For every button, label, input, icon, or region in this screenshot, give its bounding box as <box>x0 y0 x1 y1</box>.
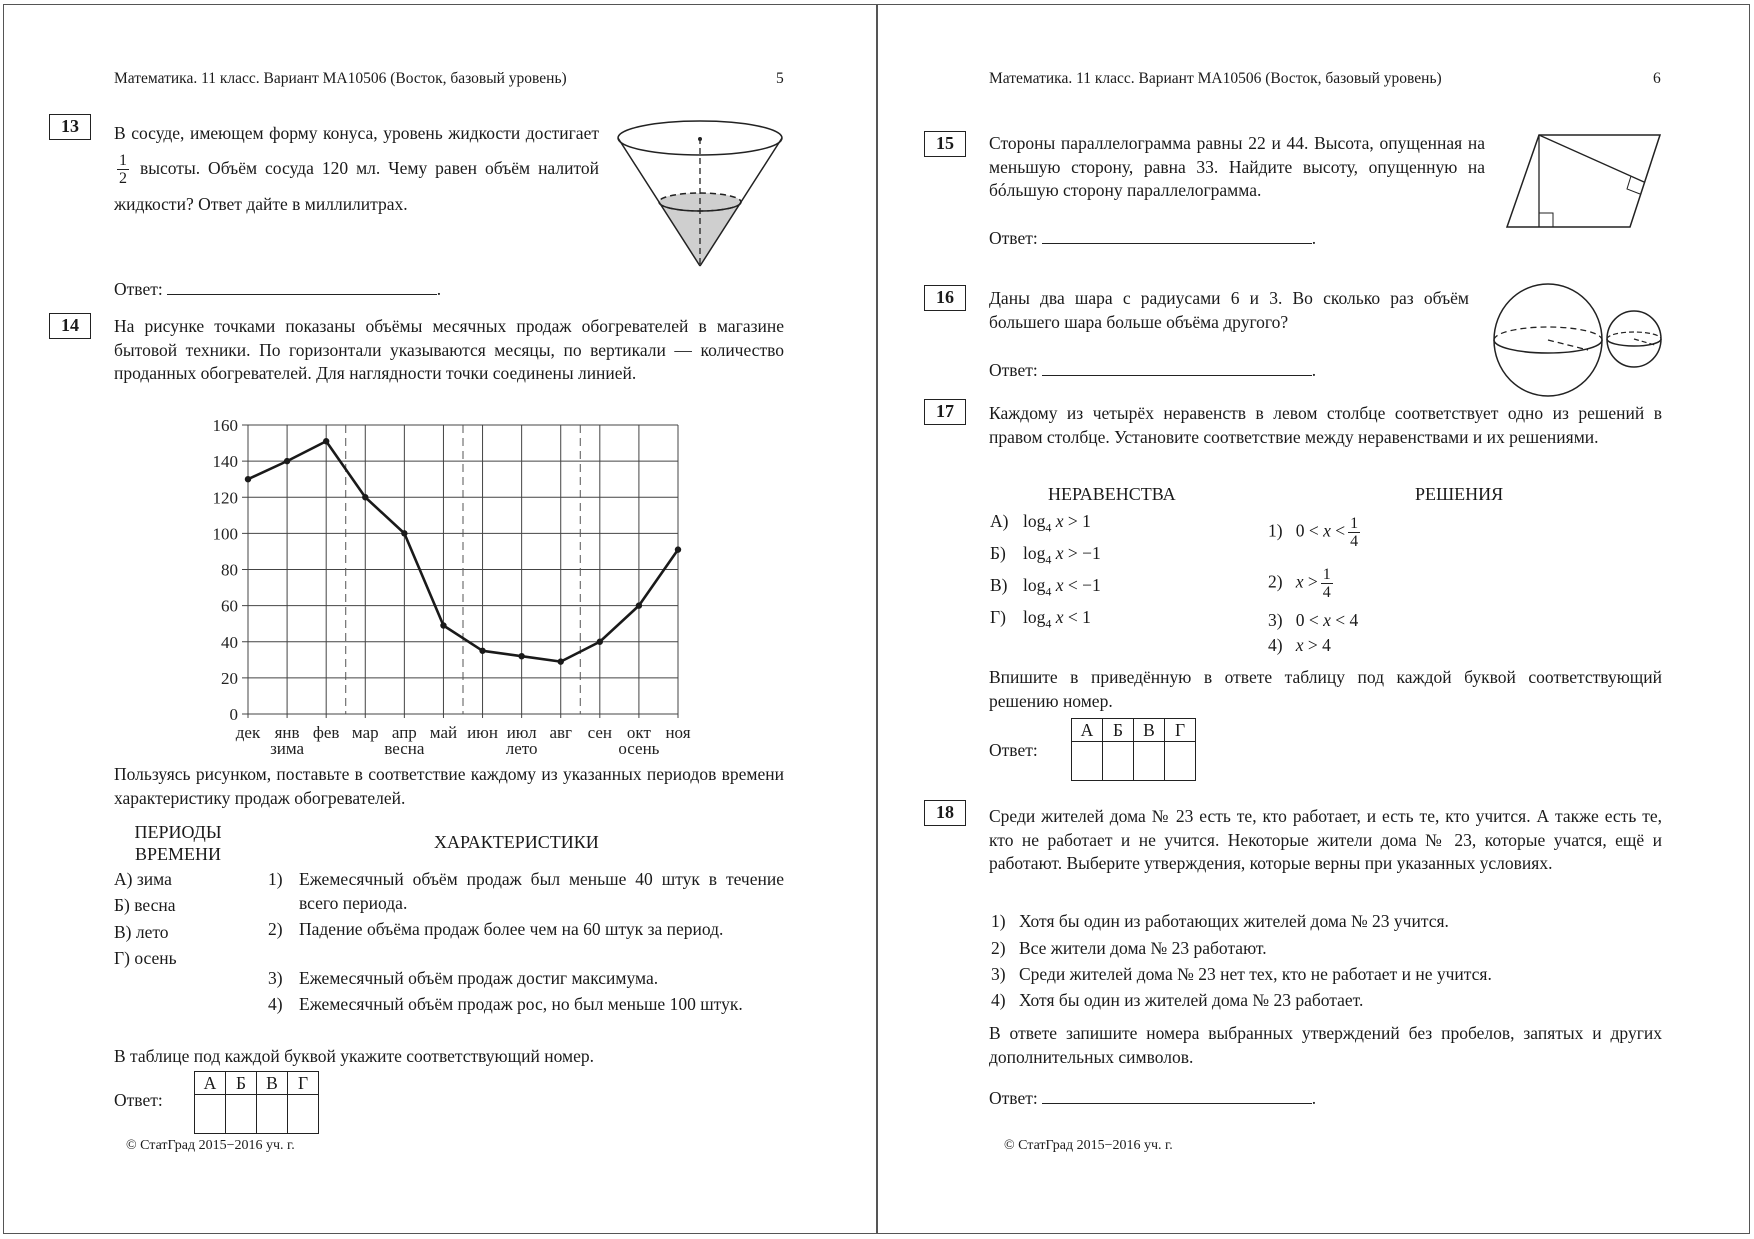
fraction-one-quarter <box>1348 515 1360 550</box>
large-equator-back <box>1494 327 1602 340</box>
solution-3 <box>1268 609 1358 633</box>
col-a: А <box>1072 719 1103 742</box>
inequality-relation: < −1 <box>1063 575 1101 595</box>
solution-number: 2) <box>1268 571 1283 592</box>
question-16-text: Даны два шара с радиусами 6 и 3. Во сколько раз объём большего шара больше объёма другого? <box>989 288 1469 332</box>
period-item <box>114 921 169 945</box>
col-a: А <box>195 1072 226 1095</box>
answer-line[interactable] <box>1042 1087 1312 1104</box>
inequalities-heading: НЕРАВЕНСТВА <box>1048 484 1176 504</box>
solution-var: x <box>1295 571 1304 592</box>
solution-number: 4) <box>1268 635 1283 655</box>
characteristic-number: 2) <box>268 919 283 939</box>
q13-text-after: высоты. Объём сосуда 120 мл. Чему равен объём налитой жидкости? Ответ дайте в миллилитрах. <box>114 158 599 215</box>
data-point <box>362 494 368 500</box>
question-17-text: Каждому из четырёх неравенств в левом столбце соответствует одно из решений в правом столбце. Установите соответствие между неравенствами и их решениями. <box>989 403 1662 447</box>
inequality-item <box>990 510 1091 540</box>
answer-label: Ответ: <box>989 1088 1038 1108</box>
data-point <box>284 458 290 464</box>
fraction-numerator: 1 <box>1322 566 1331 583</box>
answer-cell[interactable] <box>1165 742 1196 781</box>
statement-text: Среди жителей дома № 23 нет тех, кто не работает и не учится. <box>1019 964 1492 984</box>
inequality-item <box>990 542 1101 572</box>
period-text: осень <box>134 948 177 968</box>
answer-cell[interactable] <box>226 1095 257 1134</box>
solution-expr-part: 0 < <box>1295 610 1324 630</box>
sales-chart <box>200 410 720 760</box>
data-point <box>440 622 446 628</box>
answer-table-14[interactable] <box>194 1071 319 1134</box>
data-point <box>401 530 407 536</box>
statement-number: 1) <box>991 911 1006 931</box>
answer-field-13[interactable] <box>114 278 441 300</box>
fraction-denominator: 2 <box>119 170 127 188</box>
answer-label-14: Ответ: <box>114 1090 163 1110</box>
fraction-one-quarter <box>1321 566 1333 601</box>
answer-end: . <box>1311 360 1317 380</box>
log-function: log <box>1023 543 1046 563</box>
characteristic-text: Ежемесячный объём продаж был меньше 40 штук в течение всего периода. <box>299 869 784 913</box>
fraction-denominator: 4 <box>1350 533 1359 550</box>
characteristic-text: Падение объёма продаж более чем на 60 штук за период. <box>299 919 724 939</box>
question-15-text: Стороны параллелограмма равны 22 и 44. Высота, опущенная на меньшую сторону, равна 33. Найдите высоту, опущенную на бóльшую сторону параллелограмма. <box>989 133 1485 200</box>
inequality-letter: Б) <box>990 543 1006 563</box>
answer-cell[interactable] <box>1134 742 1165 781</box>
solution-expr-part: > 4 <box>1303 635 1331 655</box>
y-tick-label: 140 <box>212 452 238 472</box>
characteristic-number: 4) <box>268 994 283 1014</box>
answer-label-17: Ответ: <box>989 740 1038 760</box>
characteristics-heading: ХАРАКТЕРИСТИКИ <box>434 832 599 852</box>
solution-2 <box>1268 566 1336 601</box>
small-radius <box>1634 339 1655 345</box>
periods-heading-line1: ПЕРИОДЫ <box>134 822 222 842</box>
solution-1 <box>1268 515 1363 550</box>
answer-label: Ответ: <box>989 228 1038 248</box>
parallelogram-figure <box>1500 130 1670 235</box>
right-angle-mark <box>1539 213 1553 227</box>
y-tick-label: 160 <box>212 416 238 435</box>
data-point <box>558 658 564 664</box>
solution-expr-part: > <box>1303 571 1318 592</box>
y-tick-label: 20 <box>221 668 238 688</box>
solution-var: x <box>1323 610 1331 630</box>
col-v: В <box>1134 719 1165 742</box>
season-label: лето <box>505 739 538 758</box>
inequality-var: x <box>1055 575 1064 595</box>
answer-label: Ответ: <box>989 360 1038 380</box>
answer-label: Ответ: <box>114 279 163 299</box>
large-equator-front <box>1494 340 1602 353</box>
answer-field-15[interactable] <box>989 227 1316 249</box>
y-tick-label: 120 <box>212 488 238 508</box>
question-13-text <box>114 116 599 222</box>
page-header: Математика. 11 класс. Вариант МА10506 (Восток, базовый уровень) <box>989 70 1442 87</box>
inequality-relation: > −1 <box>1063 543 1101 563</box>
periods-heading <box>118 821 238 865</box>
inequality-var: x <box>1055 543 1064 563</box>
question-14-instruction: Пользуясь рисунком, поставьте в соответствие каждому из указанных периодов времени характеристику продаж обогревателей. <box>114 764 784 808</box>
statement-text: Хотя бы один из жителей дома № 23 работает. <box>1019 990 1364 1010</box>
fraction-denominator: 4 <box>1322 584 1331 601</box>
fraction-one-half <box>117 152 129 187</box>
y-tick-label: 60 <box>221 596 238 616</box>
period-item <box>114 894 176 918</box>
statement-number: 2) <box>991 938 1006 958</box>
season-label: осень <box>618 739 660 758</box>
page-header: Математика. 11 класс. Вариант МА10506 (Восток, базовый уровень) <box>114 70 567 87</box>
period-letter: Б) <box>114 895 130 915</box>
answer-table-17[interactable] <box>1071 718 1196 781</box>
table-instruction: В таблице под каждой буквой укажите соответствующий номер. <box>114 1046 594 1066</box>
x-tick-label: июн <box>467 723 498 742</box>
question-number-15: 15 <box>924 131 966 157</box>
answer-field-18[interactable] <box>989 1087 1316 1109</box>
x-tick-label: апр <box>391 723 417 742</box>
log-function: log <box>1023 575 1046 595</box>
question-number-13: 13 <box>49 114 91 140</box>
period-letter: А) <box>114 869 133 889</box>
question-18-instruction: В ответе запишите номера выбранных утверждений без пробелов, запятых и других дополнительных символов. <box>989 1023 1662 1067</box>
characteristic-number: 3) <box>268 968 283 988</box>
y-tick-label: 0 <box>229 705 238 724</box>
answer-cell[interactable] <box>195 1095 226 1134</box>
fraction-numerator: 1 <box>119 152 127 170</box>
log-function: log <box>1023 511 1046 531</box>
period-item <box>114 868 172 892</box>
x-tick-label: мар <box>351 723 379 742</box>
period-item <box>114 947 177 971</box>
solution-number: 3) <box>1268 610 1283 630</box>
period-letter: Г) <box>114 948 130 968</box>
x-tick-label: сен <box>587 723 613 742</box>
answer-cell[interactable] <box>257 1095 288 1134</box>
data-point <box>245 476 251 482</box>
page-number: 5 <box>776 70 784 87</box>
cone-figure <box>610 110 790 272</box>
log-base: 4 <box>1045 616 1052 631</box>
q13-text-before: В сосуде, имеющем форму конуса, уровень жидкости достигает <box>114 123 599 143</box>
solution-var: x <box>1295 635 1304 655</box>
copyright: © СтатГрад 2015−2016 уч. г. <box>1004 1138 1173 1153</box>
statement-text: Все жители дома № 23 работают. <box>1019 938 1267 958</box>
season-label: весна <box>384 739 425 758</box>
data-point <box>518 653 524 659</box>
data-point <box>479 648 485 654</box>
answer-cell[interactable] <box>288 1095 319 1134</box>
col-v: В <box>257 1072 288 1095</box>
col-g: Г <box>1165 719 1196 742</box>
sales-line <box>248 441 678 661</box>
question-number-14: 14 <box>49 313 91 339</box>
copyright: © СтатГрад 2015−2016 уч. г. <box>126 1138 295 1153</box>
solutions-heading: РЕШЕНИЯ <box>1415 484 1504 504</box>
solution-expr-part: < <box>1330 520 1346 541</box>
inequality-letter: А) <box>990 511 1009 531</box>
x-tick-label: окт <box>626 723 651 742</box>
x-tick-label: июл <box>506 723 537 742</box>
season-label: зима <box>270 739 305 758</box>
data-point <box>323 438 329 444</box>
solution-expr-part: 0 < <box>1295 520 1324 541</box>
x-tick-label: янв <box>274 723 300 742</box>
statement-number: 4) <box>991 990 1006 1010</box>
inequality-letter: Г) <box>990 607 1006 627</box>
answer-line[interactable] <box>1042 227 1312 244</box>
x-tick-label: ноя <box>665 723 691 742</box>
question-number-18: 18 <box>924 800 966 826</box>
inequality-var: x <box>1055 511 1064 531</box>
height-to-side <box>1539 135 1644 182</box>
question-number-17: 17 <box>924 399 966 425</box>
x-tick-label: дек <box>235 723 261 742</box>
answer-line[interactable] <box>167 278 437 295</box>
x-tick-label: фев <box>312 723 340 742</box>
answer-end: . <box>1311 228 1317 248</box>
solution-number: 1) <box>1268 520 1283 541</box>
answer-cell[interactable] <box>1103 742 1134 781</box>
inequality-item <box>990 606 1091 636</box>
log-base: 4 <box>1045 584 1052 599</box>
characteristic-text: Ежемесячный объём продаж достиг максимума. <box>299 968 659 988</box>
page-divider <box>876 4 878 1234</box>
solution-expr-part: < 4 <box>1330 610 1359 630</box>
period-text: лето <box>135 922 169 942</box>
page-number: 6 <box>1653 70 1661 87</box>
col-g: Г <box>288 1072 319 1095</box>
col-b: Б <box>226 1072 257 1095</box>
large-radius <box>1548 340 1588 350</box>
log-base: 4 <box>1045 552 1052 567</box>
solution-4 <box>1268 634 1331 658</box>
question-17-instruction: Впишите в приведённую в ответе таблицу под каждой буквой соответствующий решению номер. <box>989 667 1662 711</box>
answer-line[interactable] <box>1042 359 1312 376</box>
log-base: 4 <box>1045 520 1052 535</box>
characteristic-number: 1) <box>268 869 283 889</box>
col-b: Б <box>1103 719 1134 742</box>
question-number-16: 16 <box>924 285 966 311</box>
inequality-letter: В) <box>990 575 1008 595</box>
log-function: log <box>1023 607 1046 627</box>
periods-heading-line2: ВРЕМЕНИ <box>134 844 221 864</box>
inequality-item <box>990 574 1101 604</box>
inequality-relation: > 1 <box>1063 511 1091 531</box>
parallelogram <box>1507 135 1660 227</box>
fraction-numerator: 1 <box>1350 515 1359 532</box>
y-tick-label: 100 <box>212 524 238 544</box>
answer-end: . <box>436 279 442 299</box>
question-18-text: Среди жителей дома № 23 есть те, кто работает, и есть те, кто учится. А также есть те, кто не работает и не учится. Некоторые жители дома № 23, которые учатся, ещё и работают. Выберите утверждения, которые верны при указанных условиях. <box>989 806 1662 873</box>
statement-number: 3) <box>991 964 1006 984</box>
spheres-figure <box>1485 280 1665 405</box>
small-equator-back <box>1607 332 1661 339</box>
y-tick-label: 40 <box>221 632 238 652</box>
inequality-relation: < 1 <box>1063 607 1091 627</box>
data-point <box>636 602 642 608</box>
x-tick-label: май <box>429 723 458 742</box>
data-point <box>597 639 603 645</box>
period-text: зима <box>136 869 172 889</box>
question-14-text: На рисунке точками показаны объёмы месячных продаж обогревателей в магазине бытовой техники. По горизонтали указываются месяцы, по вертикали — количество проданных обогревателей. Для наглядности точки соединены линией. <box>114 316 784 383</box>
answer-field-16[interactable] <box>989 359 1316 381</box>
statement-text: Хотя бы один из работающих жителей дома № 23 учится. <box>1019 911 1449 931</box>
characteristic-text: Ежемесячный объём продаж рос, но был меньше 100 штук. <box>299 994 743 1014</box>
cone-apex-point <box>698 137 702 141</box>
y-tick-label: 80 <box>221 560 238 580</box>
period-text: весна <box>134 895 176 915</box>
x-tick-label: авг <box>549 723 573 742</box>
data-point <box>675 546 681 552</box>
answer-end: . <box>1311 1088 1317 1108</box>
period-letter: В) <box>114 922 132 942</box>
answer-cell[interactable] <box>1072 742 1103 781</box>
inequality-var: x <box>1055 607 1064 627</box>
solution-var: x <box>1323 520 1331 541</box>
